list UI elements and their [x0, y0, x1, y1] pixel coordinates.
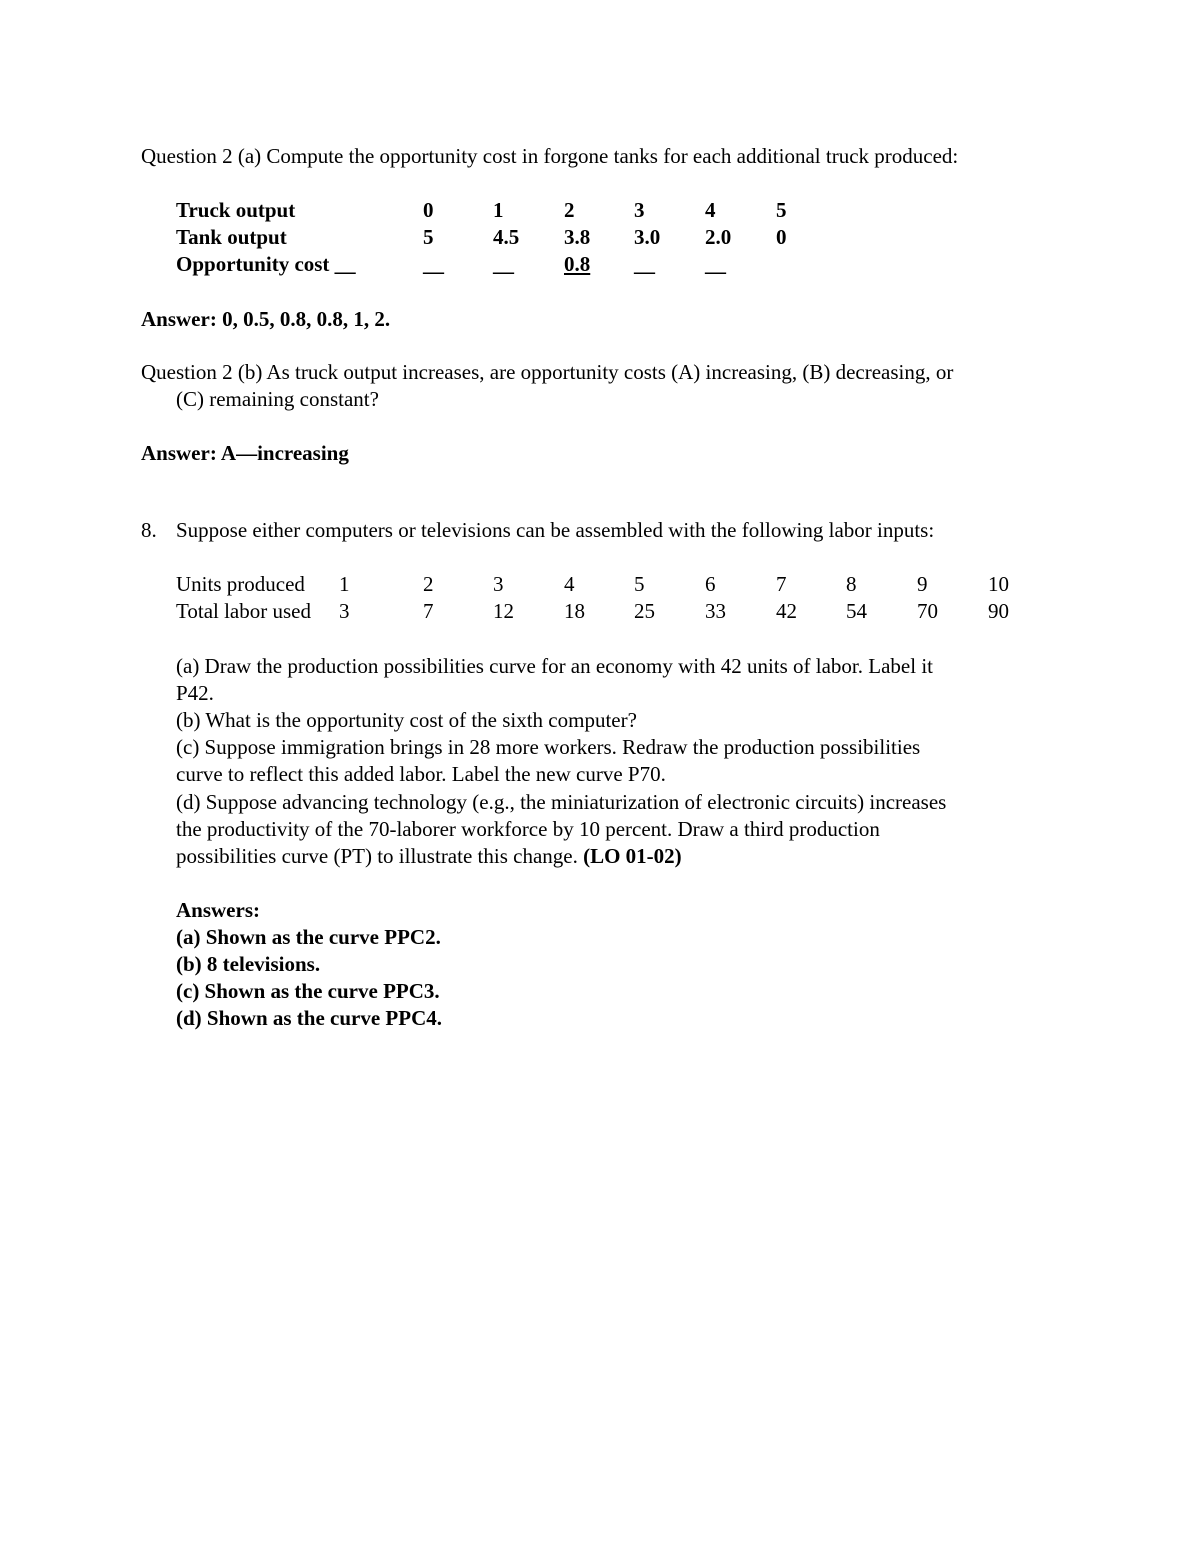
- units-value: 8: [846, 572, 857, 596]
- truck-value: 0: [423, 198, 434, 222]
- tank-value: 5: [423, 225, 434, 249]
- truck-value: 2: [564, 198, 575, 222]
- q2b-question-line2: (C) remaining constant?: [176, 387, 379, 411]
- tank-value: 2.0: [705, 225, 732, 249]
- opportunity-cost-value: __: [493, 252, 514, 276]
- units-produced-label: Units produced: [176, 572, 305, 596]
- answer-c: (c) Shown as the curve PPC3.: [176, 979, 440, 1003]
- truck-value: 1: [493, 198, 504, 222]
- labor-value: 18: [564, 599, 585, 623]
- q8-intro: Suppose either computers or televisions can be assembled with the following labor inputs:: [176, 518, 935, 542]
- q8-part-c-line2: curve to reflect this added labor. Label the new curve P70.: [176, 762, 666, 786]
- opportunity-cost-value: 0.8: [564, 252, 591, 276]
- units-value: 9: [917, 572, 928, 596]
- units-value: 3: [493, 572, 504, 596]
- learning-objective-tag: (LO 01-02): [583, 844, 682, 868]
- answer-b: (b) 8 televisions.: [176, 952, 321, 976]
- answer-d: (d) Shown as the curve PPC4.: [176, 1006, 442, 1030]
- tank-value: 4.5: [493, 225, 520, 249]
- q8-part-a-line1: (a) Draw the production possibilities curve for an economy with 42 units of labor. Label it: [176, 654, 933, 678]
- units-value: 5: [634, 572, 645, 596]
- labor-value: 33: [705, 599, 726, 623]
- q8-number: 8.: [141, 518, 157, 542]
- q8-part-b: (b) What is the opportunity cost of the sixth computer?: [176, 708, 637, 732]
- q2b-question-line1: Question 2 (b) As truck output increases, are opportunity costs (A) increasing, (B) decreasing, or: [141, 360, 954, 384]
- q8-part-d-line3: [176, 843, 682, 870]
- answers-heading: Answers:: [176, 898, 260, 922]
- opportunity-cost-value: __: [423, 252, 444, 276]
- q2a-question: Question 2 (a) Compute the opportunity cost in forgone tanks for each additional truck produced:: [141, 144, 959, 168]
- units-value: 6: [705, 572, 716, 596]
- total-labor-label: Total labor used: [176, 599, 311, 623]
- truck-output-label: Truck output: [176, 198, 296, 222]
- tank-value: 3.0: [634, 225, 661, 249]
- q2a-answer: Answer: 0, 0.5, 0.8, 0.8, 1, 2.: [141, 307, 391, 331]
- opportunity-cost-value: __: [634, 252, 655, 276]
- truck-value: 4: [705, 198, 716, 222]
- labor-value: 7: [423, 599, 434, 623]
- tank-output-label: Tank output: [176, 225, 287, 249]
- labor-value: 70: [917, 599, 938, 623]
- units-value: 10: [988, 572, 1009, 596]
- tank-value: 3.8: [564, 225, 591, 249]
- answer-a: (a) Shown as the curve PPC2.: [176, 925, 441, 949]
- units-value: 4: [564, 572, 575, 596]
- labor-value: 42: [776, 599, 797, 623]
- q8-part-c-line1: (c) Suppose immigration brings in 28 more workers. Redraw the production possibilities: [176, 735, 921, 759]
- opportunity-cost-label: Opportunity cost __: [176, 252, 356, 276]
- truck-value: 5: [776, 198, 787, 222]
- q8-part-d-line2: the productivity of the 70-laborer workforce by 10 percent. Draw a third production: [176, 817, 880, 841]
- opportunity-cost-value: __: [705, 252, 726, 276]
- labor-value: 90: [988, 599, 1009, 623]
- units-value: 7: [776, 572, 787, 596]
- q8-part-d-line3-text: possibilities curve (PT) to illustrate this change.: [176, 844, 584, 868]
- labor-value: 12: [493, 599, 514, 623]
- q8-part-d-line1: (d) Suppose advancing technology (e.g., the miniaturization of electronic circuits) increases: [176, 790, 947, 814]
- q2b-answer: Answer: A—increasing: [141, 441, 349, 465]
- q8-part-a-line2: P42.: [176, 681, 214, 705]
- labor-value: 3: [339, 599, 350, 623]
- tank-value: 0: [776, 225, 787, 249]
- units-value: 1: [339, 572, 350, 596]
- labor-value: 25: [634, 599, 655, 623]
- truck-value: 3: [634, 198, 645, 222]
- units-value: 2: [423, 572, 434, 596]
- labor-value: 54: [846, 599, 867, 623]
